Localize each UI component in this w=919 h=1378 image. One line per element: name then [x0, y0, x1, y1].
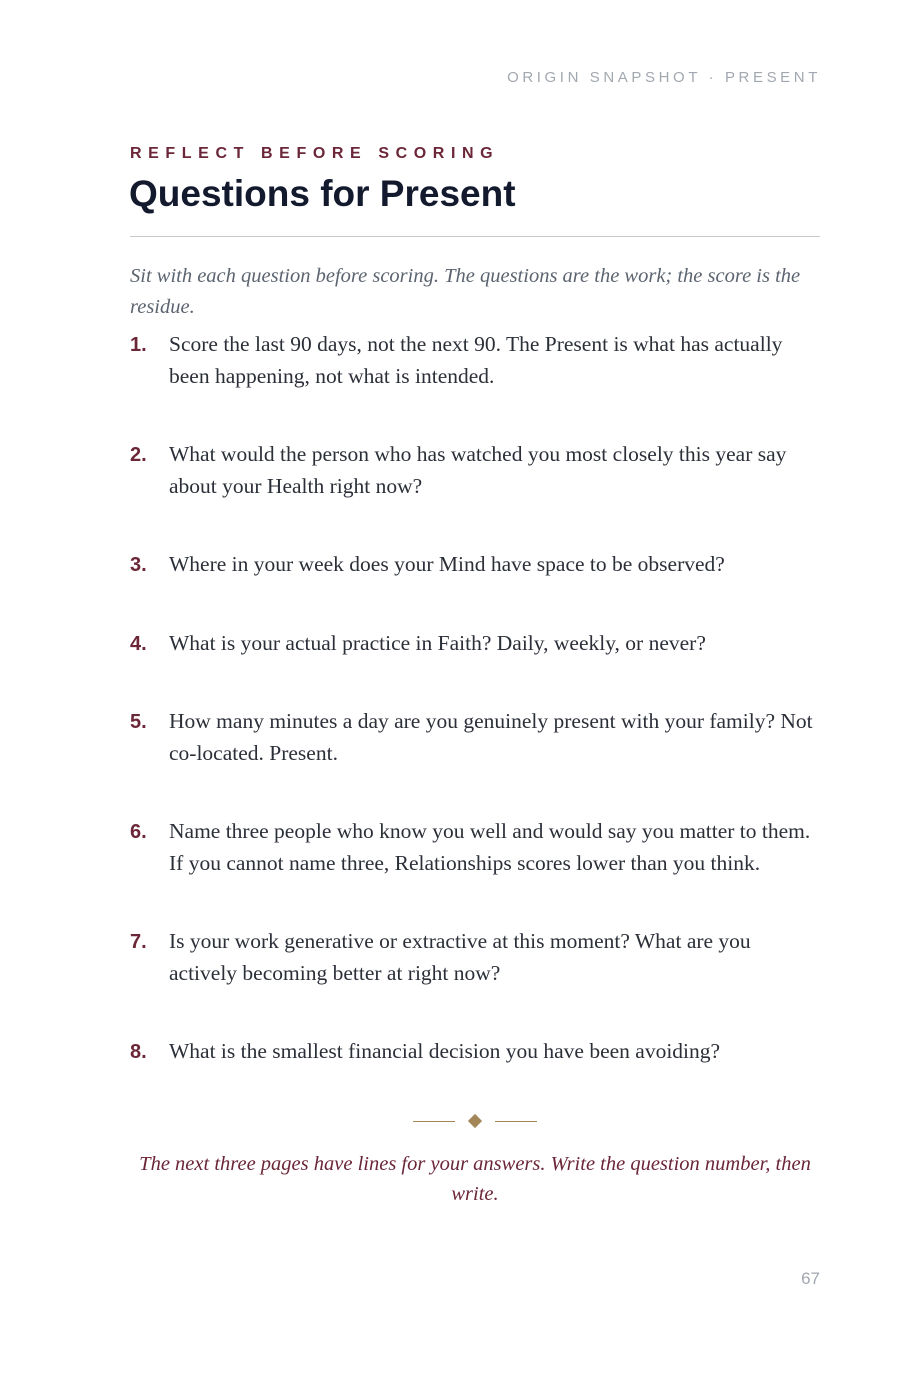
intro-paragraph: Sit with each question before scoring. The questions are the work; the score is the residue. [130, 265, 801, 318]
question-text: What would the person who has watched you most closely this year say about your Health right now? [169, 442, 787, 498]
question-item [130, 439, 820, 502]
question-item [130, 1036, 820, 1068]
question-number: 5. [130, 711, 147, 733]
ornament-line-right [495, 1121, 537, 1122]
question-item [130, 628, 820, 660]
running-head: ORIGIN SNAPSHOT · PRESENT [507, 69, 821, 86]
question-text: Where in your week does your Mind have space to be observed? [169, 552, 725, 576]
question-list [130, 329, 820, 1115]
question-number: 7. [130, 931, 147, 953]
question-text: Score the last 90 days, not the next 90. The Present is what has actually been happening, not what is intended. [169, 332, 783, 388]
question-number: 6. [130, 821, 147, 843]
question-item [130, 549, 820, 581]
ornament-line-left [413, 1121, 455, 1122]
question-number: 4. [130, 632, 147, 655]
question-number: 2. [130, 444, 147, 466]
question-number: 1. [130, 334, 147, 356]
question-number: 3. [130, 554, 147, 576]
question-text: How many minutes a day are you genuinely present with your family? Not co-located. Present. [169, 709, 813, 765]
title-divider [130, 236, 820, 237]
question-text: What is your actual practice in Faith? Daily, weekly, or never? [169, 630, 706, 655]
page-number: 67 [801, 1269, 820, 1288]
diamond-icon [468, 1114, 482, 1128]
question-item [130, 816, 820, 879]
closing-note: The next three pages have lines for your answers. Write the question number, then write. [139, 1153, 811, 1205]
section-ornament [413, 1113, 537, 1131]
question-text: Is your work generative or extractive at this moment? What are you actively becoming better at right now? [169, 929, 751, 985]
question-item [130, 329, 820, 392]
question-number: 8. [130, 1041, 147, 1063]
question-text: Name three people who know you well and would say you matter to them. If you cannot name three, Relationships scores lower than you think. [169, 819, 811, 875]
question-item [130, 926, 820, 989]
page-title: Questions for Present [129, 173, 516, 214]
section-kicker: REFLECT BEFORE SCORING [130, 145, 500, 162]
question-text: What is the smallest financial decision you have been avoiding? [169, 1039, 721, 1063]
question-item [130, 706, 820, 769]
